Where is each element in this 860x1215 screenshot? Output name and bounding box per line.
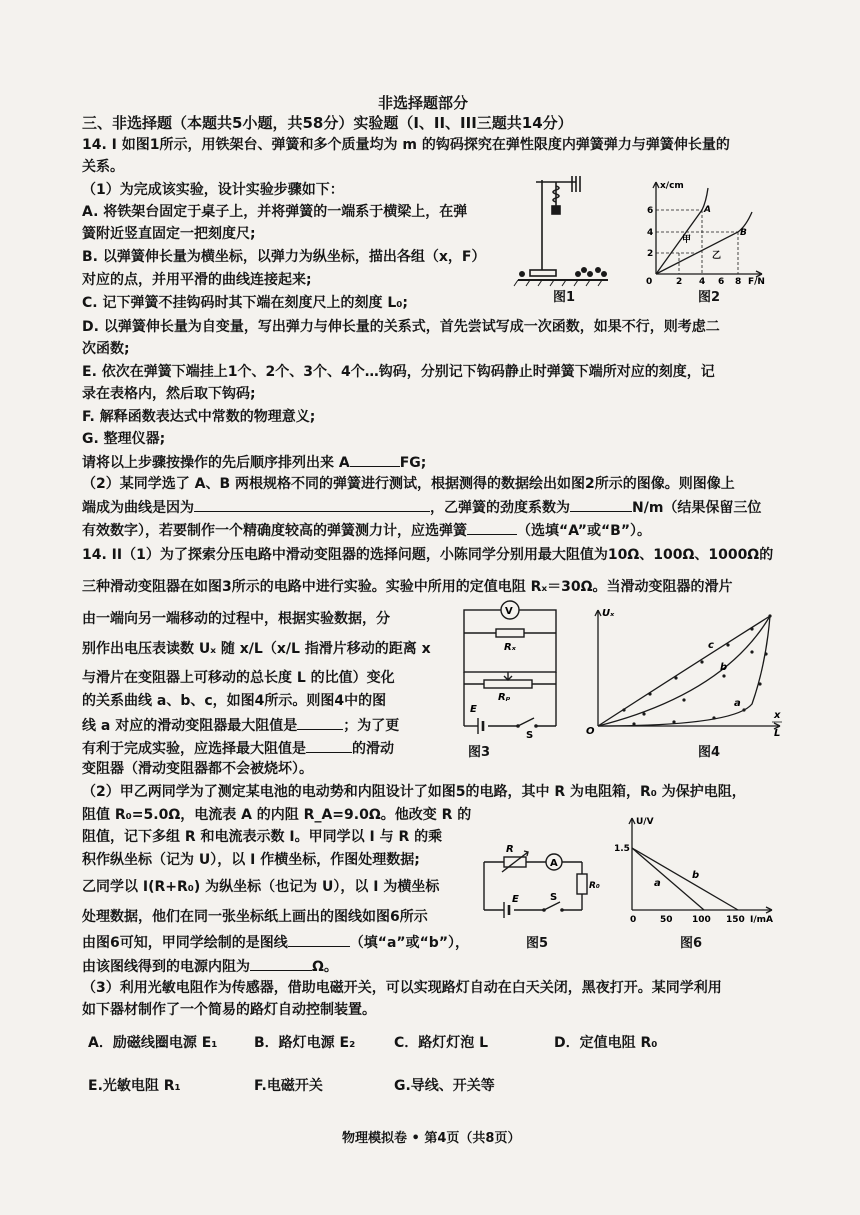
q14-1-part2-3a: 有效数字），若要制作一个精确度较高的弹簧测力计，应选弹簧	[82, 523, 467, 539]
q14-1-part2-3	[82, 520, 651, 540]
q14-1-intro-2: 关系。	[82, 159, 124, 175]
option-c: C．路灯灯泡 L	[394, 1035, 489, 1051]
fig2-ylabel: x/cm	[660, 181, 684, 191]
fig6-xtick: 150	[726, 915, 745, 925]
answer-blank[interactable]	[350, 452, 400, 467]
q14-2-part2-7a: 由图6可知，甲同学绘制的是图线	[82, 935, 288, 951]
fig4-label-a: a	[734, 698, 741, 709]
q14-2-line9: 变阻器（滑动变阻器都不会被烧坏）。	[82, 761, 313, 777]
fig2-xtick: 4	[699, 277, 706, 286]
q14-2-part2-2: 阻值 R₀=5.0Ω，电流表 A 的内阻 R_A=9.0Ω。他改变 R 的	[82, 807, 472, 823]
fig3-voltmeter: V	[505, 606, 513, 617]
q14-1-part2-2c: N/m（结果保留三位	[632, 500, 762, 516]
option-b: B．路灯电源 E₂	[254, 1035, 356, 1051]
answer-blank[interactable]	[297, 715, 343, 730]
q14-2-part2-8	[82, 956, 338, 976]
section-title: 三、非选择题（本题共5小题，共58分）实验题（I、II、III三题共14分）	[82, 114, 573, 132]
q14-1-part2-3b: （选填“A”或“B”）。	[517, 523, 652, 539]
fig2-origin: 0	[646, 277, 653, 286]
option-d: D．定值电阻 R₀	[554, 1035, 658, 1051]
q14-2-part1-2: 三种滑动变阻器在如图3所示的电路中进行实验。实验中所用的定值电阻 Rₓ＝30Ω。当滑动变阻器的滑片	[82, 579, 733, 595]
fig2-ytick: 4	[647, 228, 654, 238]
page-footer: 物理模拟卷 • 第4页（共8页）	[342, 1131, 521, 1146]
figure-3-circuit	[454, 598, 576, 738]
q14-2-line7	[82, 715, 399, 735]
fig4-xlabel-num: x	[774, 710, 781, 721]
q14-2-line6: 的关系曲线 a、b、c，如图4所示。则图4中的图	[82, 693, 387, 709]
fig6-label-a: a	[654, 878, 661, 889]
answer-blank[interactable]	[250, 956, 312, 971]
q14-1-intro-1: 14. I 如图1所示，用铁架台、弹簧和多个质量均为 m 的钩码探究在弹性限度内弹簧弹力与弹簧伸长量的	[82, 137, 730, 153]
q14-2-line3: 由一端向另一端移动的过程中，根据实验数据，分	[82, 611, 390, 627]
fig2-label-a: A	[704, 205, 711, 215]
section-heading: 非选择题部分	[378, 94, 469, 112]
fig2-label-yi: 乙	[712, 251, 722, 261]
option-e: E.光敏电阻 R₁	[88, 1078, 181, 1094]
q14-2-part2-7	[82, 932, 469, 952]
fig2-label-b: B	[740, 228, 747, 238]
q14-2-line7b: ；为了更	[343, 718, 400, 734]
q14-2-part2-6: 处理数据，他们在同一张坐标纸上画出的图线如图6所示	[82, 909, 428, 925]
figure-1-caption: 图1	[553, 290, 576, 305]
option-g: G.导线、开关等	[394, 1078, 495, 1094]
q14-2-line8a: 有利于完成实验，应选择最大阻值是	[82, 741, 306, 757]
q14-1-part2-2a: 端成为曲线是因为	[82, 500, 194, 516]
fig6-xtick: 100	[692, 915, 711, 925]
q14-1-step-d-2: 次函数;	[82, 341, 130, 357]
q14-1-part2-2	[82, 497, 761, 517]
q14-1-step-d-1: D. 以弹簧伸长量为自变量，写出弹力与伸长量的关系式，首先尝试写成一次函数，如果不行，则考虑二	[82, 319, 720, 335]
q14-1-step-f: F. 解释函数表达式中常数的物理意义;	[82, 409, 316, 425]
fig6-ytick: 1.5	[614, 844, 630, 854]
q14-1-part1: （1）为完成该实验，设计实验步骤如下：	[82, 182, 344, 198]
q14-2-line4: 别作出电压表读数 Uₓ 随 x/L（x/L 指滑片移动的距离 x	[82, 641, 431, 657]
fig4-label-c: c	[708, 640, 714, 651]
q14-2-part2-3: 阻值，记下多组 R 和电流表示数 I。甲同学以 I 与 R 的乘	[82, 829, 443, 845]
fig5-e: E	[512, 894, 519, 905]
figure-2-graph	[642, 176, 768, 286]
figure-6-graph	[612, 812, 788, 928]
q14-2-part2-4: 积作纵坐标（记为 U），以 I 作横坐标，作图处理数据;	[82, 852, 420, 868]
q14-2-part2-5: 乙同学以 I(R+R₀) 为纵坐标（也记为 U），以 I 为横坐标	[82, 879, 440, 895]
q14-2-part3-2: 如下器材制作了一个简易的路灯自动控制装置。	[82, 1002, 376, 1018]
q14-2-part2-1: （2）甲乙两同学为了测定某电池的电动势和内阻设计了如图5的电路，其中 R 为电阻箱，R₀ 为保护电阻，	[82, 784, 746, 800]
q14-1-order-pre: 请将以上步骤按操作的先后顺序排列出来 A	[82, 455, 350, 471]
option-a: A．励磁线圈电源 E₁	[88, 1035, 218, 1051]
fig2-xtick: 8	[735, 277, 742, 286]
fig2-xlabel: F/N	[748, 277, 765, 286]
fig2-xtick: 6	[718, 277, 725, 286]
figure-6-caption: 图6	[680, 936, 703, 951]
q14-2-line8b: 的滑动	[352, 741, 394, 757]
option-f: F.电磁开关	[254, 1078, 323, 1094]
fig6-xlabel: I/mA	[750, 915, 773, 925]
fig5-s: S	[550, 892, 558, 903]
fig6-xtick: 50	[660, 915, 673, 925]
q14-1-step-e-1: E. 依次在弹簧下端挂上1个、2个、3个、4个…钩码，分别记下钩码静止时弹簧下端所对应的刻度，记	[82, 364, 715, 380]
q14-1-part2-2b: ，乙弹簧的劲度系数为	[430, 500, 570, 516]
q14-1-step-a-2: 簧附近竖直固定一把刻度尺;	[82, 226, 256, 242]
fig3-s: S	[526, 730, 534, 738]
q14-2-part2-7b: （填“a”或“b”），	[349, 935, 470, 951]
q14-1-step-c: C. 记下弹簧不挂钩码时其下端在刻度尺上的刻度 L₀;	[82, 295, 408, 311]
fig5-ammeter: A	[550, 858, 558, 869]
figure-2-caption: 图2	[698, 290, 721, 305]
answer-blank[interactable]	[194, 497, 430, 512]
q14-2-line5: 与滑片在变阻器上可移动的总长度 L 的比值）变化	[82, 670, 395, 686]
q14-1-step-g: G. 整理仪器;	[82, 431, 166, 447]
q14-2-part2-8a: 由该图线得到的电源内阻为	[82, 959, 250, 975]
fig3-rx: Rₓ	[504, 642, 516, 653]
fig2-ytick: 2	[647, 249, 654, 259]
fig6-label-b: b	[692, 870, 700, 881]
fig2-xtick: 2	[676, 277, 683, 286]
figure-3-caption: 图3	[468, 745, 491, 760]
q14-1-order-post: FG;	[399, 455, 427, 471]
q14-2-part3-1: （3）利用光敏电阻作为传感器，借助电磁开关，可以实现路灯自动在白天关闭，黑夜打开。某同学利用	[82, 980, 722, 996]
fig4-label-b: b	[720, 662, 728, 673]
fig6-ylabel: U/V	[636, 817, 654, 827]
figure-4-caption: 图4	[698, 745, 721, 760]
fig4-ylabel: Uₓ	[602, 608, 615, 619]
figure-4-graph	[584, 604, 790, 744]
q14-2-part2-8b: Ω。	[312, 959, 338, 975]
q14-2-line8	[82, 738, 394, 758]
fig2-label-jia: 甲	[682, 235, 692, 245]
fig2-ytick: 6	[647, 206, 654, 216]
fig5-r: R	[506, 844, 514, 855]
q14-1-step-e-2: 录在表格内，然后取下钩码;	[82, 386, 256, 402]
figure-1-apparatus	[512, 170, 614, 302]
q14-1-part2-1: （2）某同学选了 A、B 两根规格不同的弹簧进行测试，根据测得的数据绘出如图2所示的图像。则图像上	[82, 476, 735, 492]
q14-1-step-b-1: B. 以弹簧伸长量为横坐标，以弹力为纵坐标，描出各组（x，F）	[82, 249, 486, 265]
fig3-e: E	[470, 704, 477, 715]
answer-blank[interactable]	[467, 520, 517, 535]
answer-blank[interactable]	[288, 932, 350, 947]
figure-5-circuit	[474, 838, 604, 922]
q14-2-part1-1: 14. II（1）为了探索分压电路中滑动变阻器的选择问题，小陈同学分别用最大阻值为10Ω、100Ω、1000Ω的	[82, 547, 774, 563]
fig4-origin: O	[586, 726, 595, 737]
fig5-r0: R₀	[589, 881, 600, 891]
fig3-rp: Rₚ	[498, 692, 511, 703]
q14-1-order	[82, 452, 426, 472]
fig6-origin: 0	[630, 915, 637, 925]
q14-1-step-b-2: 对应的点，并用平滑的曲线连接起来;	[82, 272, 312, 288]
fig4-xlabel-den: L	[774, 728, 781, 739]
figure-5-caption: 图5	[526, 936, 549, 951]
q14-2-line7a: 线 a 对应的滑动变阻器最大阻值是	[82, 718, 298, 734]
answer-blank[interactable]	[570, 497, 632, 512]
q14-1-step-a-1: A. 将铁架台固定于桌子上，并将弹簧的一端系于横梁上，在弹	[82, 204, 468, 220]
answer-blank[interactable]	[306, 738, 352, 753]
